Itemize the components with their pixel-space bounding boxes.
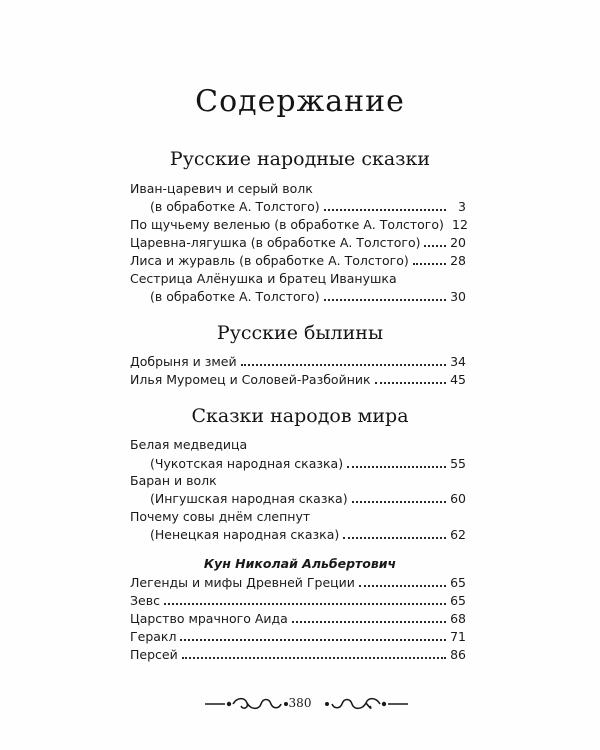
dot-leader [375, 381, 446, 384]
toc-page-number: 28 [450, 253, 466, 268]
toc-entry [130, 252, 466, 270]
toc-entry-title: Добрыня и змей [130, 354, 237, 369]
dot-leader [182, 656, 446, 659]
toc-entry [130, 288, 466, 306]
dot-leader [241, 363, 446, 366]
toc-entry-title: Зевс [130, 593, 160, 608]
dot-leader [324, 208, 446, 211]
toc-entry-line [130, 508, 466, 526]
toc-entry-title: Сестрица Алёнушка и братец Иванушка [130, 271, 397, 286]
toc-entry-title: Царство мрачного Аида [130, 611, 288, 626]
toc-entry [130, 628, 466, 646]
toc-page-number: 34 [450, 354, 466, 369]
dot-leader [343, 536, 446, 539]
dot-leader [180, 638, 446, 641]
toc-entry [130, 353, 466, 371]
toc-entry-subtitle: (Ингушская народная сказка) [150, 491, 348, 506]
toc-page-number: 86 [450, 647, 466, 662]
toc-entry [130, 198, 466, 216]
toc-entry-subtitle: (Чукотская народная сказка) [150, 456, 344, 471]
toc-entry [130, 234, 466, 252]
toc-entry [130, 216, 466, 234]
dot-leader [292, 620, 446, 623]
toc-page-number: 12 [452, 217, 468, 232]
toc-entry-line [130, 180, 466, 198]
toc-entry [130, 526, 466, 544]
dot-leader [413, 262, 446, 265]
author-heading: Кун Николай Альбертович [203, 556, 397, 571]
toc-page-number: 3 [458, 199, 466, 214]
flourish-ornament-right [324, 694, 410, 714]
toc-page-number: 68 [450, 611, 466, 626]
toc-entry-title: Иван-царевич и серый волк [130, 181, 313, 196]
toc-page-number: 60 [450, 491, 466, 506]
toc-entry-title: Лиса и журавль (в обработке А. Толстого) [130, 253, 409, 268]
toc-entry [130, 371, 466, 389]
toc-entry-title: Персей [130, 647, 178, 662]
toc-page-number: 62 [450, 527, 466, 542]
page-footer [0, 692, 600, 716]
dot-leader [352, 500, 446, 503]
toc-entry-title: Белая медведица [130, 437, 248, 452]
toc-page-number: 55 [450, 456, 466, 471]
toc-entry [130, 646, 466, 664]
toc-entry-line [130, 472, 466, 490]
toc-entry-title: Царевна-лягушка (в обработке А. Толстого) [130, 235, 421, 250]
toc-entry-subtitle: (в обработке А. Толстого) [150, 199, 320, 214]
toc-entry-title: По щучьему веленью (в обработке А. Толстого) [130, 217, 444, 232]
dot-leader [164, 602, 446, 605]
toc-entry-subtitle: (Ненецкая народная сказка) [150, 527, 340, 542]
toc-entry [130, 610, 466, 628]
section-heading-world-tales: Сказки народов мира [191, 405, 409, 427]
toc-entry-title: Почему совы днём слепнут [130, 509, 311, 524]
toc-entry [130, 574, 466, 592]
toc-page-number: 71 [450, 629, 466, 644]
toc-page-number: 65 [450, 593, 466, 608]
toc-entry-title: Илья Муромец и Соловей-Разбойник [130, 372, 371, 387]
dot-leader [359, 584, 446, 587]
toc-entry-line [130, 436, 466, 454]
toc-entry [130, 490, 466, 508]
toc-entry-title: Баран и волк [130, 473, 217, 488]
dot-leader [424, 244, 446, 247]
dot-leader [347, 465, 446, 468]
toc-entry [130, 455, 466, 473]
toc-entry [130, 592, 466, 610]
toc-entry-line [130, 270, 466, 288]
section-heading-russian-folk-tales: Русские народные сказки [169, 148, 431, 170]
toc-entry-title: Геракл [130, 629, 177, 644]
page-title: Содержание [195, 84, 405, 119]
toc-page-number: 20 [450, 235, 466, 250]
page-number: 380 [288, 696, 312, 710]
section-heading-russian-bylinas: Русские былины [216, 322, 384, 344]
toc-page-number: 65 [450, 575, 466, 590]
dot-leader [324, 298, 446, 301]
toc-page-number: 45 [450, 372, 466, 387]
toc-entry-subtitle: (в обработке А. Толстого) [150, 289, 320, 304]
toc-page-number: 30 [450, 289, 466, 304]
toc-entry-title: Легенды и мифы Древней Греции [130, 575, 355, 590]
